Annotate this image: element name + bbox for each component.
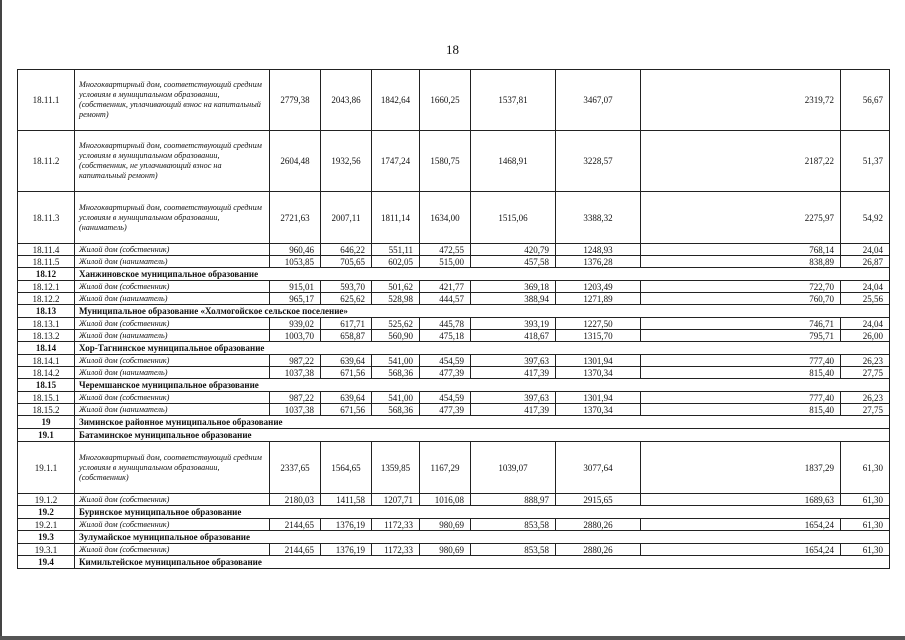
value-cell-3: 541,00 bbox=[372, 355, 420, 367]
value-cell-4: 421,77 bbox=[420, 281, 471, 293]
value-cell-1: 1037,38 bbox=[270, 404, 321, 416]
value-cell-2: 671,56 bbox=[321, 404, 372, 416]
row-code: 18.14.1 bbox=[18, 355, 75, 367]
value-cell-5: 418,67 bbox=[471, 330, 556, 342]
value-cell-4: 472,55 bbox=[420, 244, 471, 256]
section-code: 18.13 bbox=[18, 305, 75, 318]
table-row bbox=[18, 281, 890, 293]
value-cell-2: 1411,58 bbox=[321, 494, 372, 506]
value-cell-1: 2144,65 bbox=[270, 519, 321, 531]
value-cell-5: 1039,07 bbox=[471, 442, 556, 494]
value-cell-3: 568,36 bbox=[372, 367, 420, 379]
value-cell-6: 3467,07 bbox=[556, 70, 641, 131]
value-cell-8: 26,23 bbox=[841, 355, 890, 367]
value-cell-4: 454,59 bbox=[420, 355, 471, 367]
row-code: 19.1.1 bbox=[18, 442, 75, 494]
row-description: Многоквартирный дом, соответствующий средним условиям в муниципальном образовании, (собственник, не уплачивающий взнос на капитальный ремонт) bbox=[75, 131, 270, 192]
section-title: Ханжиновское муниципальное образование bbox=[75, 268, 890, 281]
value-cell-7: 777,40 bbox=[641, 392, 841, 404]
row-code: 19.1.2 bbox=[18, 494, 75, 506]
value-cell-3: 560,90 bbox=[372, 330, 420, 342]
row-code: 18.11.1 bbox=[18, 70, 75, 131]
value-cell-5: 393,19 bbox=[471, 318, 556, 330]
value-cell-6: 1301,94 bbox=[556, 392, 641, 404]
value-cell-2: 639,64 bbox=[321, 355, 372, 367]
value-cell-3: 1747,24 bbox=[372, 131, 420, 192]
row-code: 18.11.4 bbox=[18, 244, 75, 256]
table-row bbox=[18, 244, 890, 256]
value-cell-3: 525,62 bbox=[372, 318, 420, 330]
table-row bbox=[18, 318, 890, 330]
value-cell-5: 388,94 bbox=[471, 293, 556, 305]
value-cell-6: 3077,64 bbox=[556, 442, 641, 494]
table-row bbox=[18, 293, 890, 305]
value-cell-7: 760,70 bbox=[641, 293, 841, 305]
value-cell-1: 1003,70 bbox=[270, 330, 321, 342]
row-description: Жилой дом (собственник) bbox=[75, 519, 270, 531]
value-cell-2: 639,64 bbox=[321, 392, 372, 404]
value-cell-1: 2604,48 bbox=[270, 131, 321, 192]
row-description: Многоквартирный дом, соответствующий средним условиям в муниципальном образовании, (наниматель) bbox=[75, 192, 270, 244]
value-cell-3: 1842,64 bbox=[372, 70, 420, 131]
value-cell-8: 26,87 bbox=[841, 256, 890, 268]
value-cell-4: 477,39 bbox=[420, 404, 471, 416]
row-description: Жилой дом (собственник) bbox=[75, 244, 270, 256]
row-code: 19.3.1 bbox=[18, 544, 75, 556]
value-cell-7: 746,71 bbox=[641, 318, 841, 330]
value-cell-4: 1660,25 bbox=[420, 70, 471, 131]
scan-bottom-edge bbox=[0, 636, 905, 640]
value-cell-4: 477,39 bbox=[420, 367, 471, 379]
value-cell-7: 1689,63 bbox=[641, 494, 841, 506]
value-cell-2: 646,22 bbox=[321, 244, 372, 256]
value-cell-8: 56,67 bbox=[841, 70, 890, 131]
value-cell-7: 2275,97 bbox=[641, 192, 841, 244]
value-cell-3: 501,62 bbox=[372, 281, 420, 293]
value-cell-8: 61,30 bbox=[841, 442, 890, 494]
section-code: 19.4 bbox=[18, 556, 75, 569]
value-cell-1: 987,22 bbox=[270, 355, 321, 367]
table-row bbox=[18, 330, 890, 342]
section-row bbox=[18, 305, 890, 318]
value-cell-6: 1271,89 bbox=[556, 293, 641, 305]
section-code: 19.2 bbox=[18, 506, 75, 519]
value-cell-5: 417,39 bbox=[471, 367, 556, 379]
row-description: Жилой дом (наниматель) bbox=[75, 367, 270, 379]
row-code: 18.14.2 bbox=[18, 367, 75, 379]
value-cell-6: 3228,57 bbox=[556, 131, 641, 192]
value-cell-2: 1376,19 bbox=[321, 544, 372, 556]
row-description: Жилой дом (собственник) bbox=[75, 392, 270, 404]
row-description: Жилой дом (наниматель) bbox=[75, 404, 270, 416]
value-cell-8: 24,04 bbox=[841, 281, 890, 293]
table-row bbox=[18, 404, 890, 416]
value-cell-7: 768,14 bbox=[641, 244, 841, 256]
value-cell-5: 397,63 bbox=[471, 392, 556, 404]
value-cell-5: 369,18 bbox=[471, 281, 556, 293]
value-cell-2: 617,71 bbox=[321, 318, 372, 330]
row-code: 18.13.2 bbox=[18, 330, 75, 342]
row-code: 18.11.2 bbox=[18, 131, 75, 192]
table-row bbox=[18, 544, 890, 556]
value-cell-4: 1167,29 bbox=[420, 442, 471, 494]
table-row bbox=[18, 355, 890, 367]
value-cell-6: 1376,28 bbox=[556, 256, 641, 268]
value-cell-1: 960,46 bbox=[270, 244, 321, 256]
table-row bbox=[18, 131, 890, 192]
value-cell-7: 815,40 bbox=[641, 367, 841, 379]
value-cell-1: 2779,38 bbox=[270, 70, 321, 131]
row-description: Жилой дом (собственник) bbox=[75, 494, 270, 506]
row-description: Жилой дом (собственник) bbox=[75, 318, 270, 330]
value-cell-3: 541,00 bbox=[372, 392, 420, 404]
value-cell-5: 457,58 bbox=[471, 256, 556, 268]
value-cell-6: 2880,26 bbox=[556, 544, 641, 556]
section-code: 18.14 bbox=[18, 342, 75, 355]
table-body bbox=[18, 70, 890, 569]
row-description: Жилой дом (наниматель) bbox=[75, 256, 270, 268]
section-code: 19 bbox=[18, 416, 75, 429]
value-cell-6: 1315,70 bbox=[556, 330, 641, 342]
section-code: 18.12 bbox=[18, 268, 75, 281]
value-cell-1: 1037,38 bbox=[270, 367, 321, 379]
row-code: 18.12.1 bbox=[18, 281, 75, 293]
table-row bbox=[18, 70, 890, 131]
value-cell-6: 1248,93 bbox=[556, 244, 641, 256]
value-cell-1: 915,01 bbox=[270, 281, 321, 293]
section-row bbox=[18, 342, 890, 355]
value-cell-1: 987,22 bbox=[270, 392, 321, 404]
value-cell-4: 980,69 bbox=[420, 544, 471, 556]
table-row bbox=[18, 519, 890, 531]
value-cell-1: 2721,63 bbox=[270, 192, 321, 244]
value-cell-4: 475,18 bbox=[420, 330, 471, 342]
page-number: 18 bbox=[446, 42, 459, 57]
value-cell-8: 51,37 bbox=[841, 131, 890, 192]
value-cell-5: 420,79 bbox=[471, 244, 556, 256]
value-cell-2: 705,65 bbox=[321, 256, 372, 268]
value-cell-1: 2144,65 bbox=[270, 544, 321, 556]
value-cell-7: 1837,29 bbox=[641, 442, 841, 494]
value-cell-8: 54,92 bbox=[841, 192, 890, 244]
section-title: Буринское муниципальное образование bbox=[75, 506, 890, 519]
value-cell-2: 658,87 bbox=[321, 330, 372, 342]
value-cell-5: 1537,81 bbox=[471, 70, 556, 131]
value-cell-4: 1580,75 bbox=[420, 131, 471, 192]
value-cell-3: 1207,71 bbox=[372, 494, 420, 506]
section-code: 19.3 bbox=[18, 531, 75, 544]
section-row bbox=[18, 268, 890, 281]
value-cell-2: 1564,65 bbox=[321, 442, 372, 494]
value-cell-4: 980,69 bbox=[420, 519, 471, 531]
section-row bbox=[18, 556, 890, 569]
value-cell-3: 1811,14 bbox=[372, 192, 420, 244]
value-cell-1: 1053,85 bbox=[270, 256, 321, 268]
table-row bbox=[18, 256, 890, 268]
value-cell-8: 26,00 bbox=[841, 330, 890, 342]
row-code: 18.11.5 bbox=[18, 256, 75, 268]
value-cell-7: 815,40 bbox=[641, 404, 841, 416]
section-title: Черемшанское муниципальное образование bbox=[75, 379, 890, 392]
row-description: Жилой дом (собственник) bbox=[75, 544, 270, 556]
value-cell-6: 3388,32 bbox=[556, 192, 641, 244]
section-row bbox=[18, 416, 890, 429]
value-cell-5: 417,39 bbox=[471, 404, 556, 416]
value-cell-7: 795,71 bbox=[641, 330, 841, 342]
section-code: 19.1 bbox=[18, 429, 75, 442]
section-row bbox=[18, 429, 890, 442]
value-cell-1: 939,02 bbox=[270, 318, 321, 330]
value-cell-6: 1370,34 bbox=[556, 404, 641, 416]
row-code: 18.13.1 bbox=[18, 318, 75, 330]
row-description: Многоквартирный дом, соответствующий средним условиям в муниципальном образовании, (собственник, уплачивающий взнос на капитальный ремонт) bbox=[75, 70, 270, 131]
value-cell-4: 515,00 bbox=[420, 256, 471, 268]
row-description: Жилой дом (собственник) bbox=[75, 355, 270, 367]
value-cell-3: 1172,33 bbox=[372, 519, 420, 531]
value-cell-2: 2007,11 bbox=[321, 192, 372, 244]
value-cell-7: 2187,22 bbox=[641, 131, 841, 192]
value-cell-5: 853,58 bbox=[471, 544, 556, 556]
value-cell-8: 61,30 bbox=[841, 519, 890, 531]
section-row bbox=[18, 379, 890, 392]
section-row bbox=[18, 531, 890, 544]
value-cell-3: 551,11 bbox=[372, 244, 420, 256]
value-cell-8: 27,75 bbox=[841, 367, 890, 379]
value-cell-5: 1515,06 bbox=[471, 192, 556, 244]
tariff-table bbox=[17, 69, 890, 569]
value-cell-2: 2043,86 bbox=[321, 70, 372, 131]
section-title: Кимильтейское муниципальное образование bbox=[75, 556, 890, 569]
section-title: Зулумайское муниципальное образование bbox=[75, 531, 890, 544]
value-cell-2: 1376,19 bbox=[321, 519, 372, 531]
value-cell-5: 888,97 bbox=[471, 494, 556, 506]
value-cell-3: 1172,33 bbox=[372, 544, 420, 556]
row-code: 19.2.1 bbox=[18, 519, 75, 531]
section-title: Хор-Тагнинское муниципальное образование bbox=[75, 342, 890, 355]
value-cell-8: 25,56 bbox=[841, 293, 890, 305]
value-cell-7: 777,40 bbox=[641, 355, 841, 367]
row-code: 18.12.2 bbox=[18, 293, 75, 305]
table-row bbox=[18, 494, 890, 506]
value-cell-8: 61,30 bbox=[841, 494, 890, 506]
row-code: 18.15.1 bbox=[18, 392, 75, 404]
table-row bbox=[18, 392, 890, 404]
value-cell-8: 61,30 bbox=[841, 544, 890, 556]
value-cell-7: 2319,72 bbox=[641, 70, 841, 131]
value-cell-4: 454,59 bbox=[420, 392, 471, 404]
value-cell-2: 1932,56 bbox=[321, 131, 372, 192]
value-cell-7: 838,89 bbox=[641, 256, 841, 268]
value-cell-6: 2880,26 bbox=[556, 519, 641, 531]
value-cell-4: 1634,00 bbox=[420, 192, 471, 244]
value-cell-5: 853,58 bbox=[471, 519, 556, 531]
value-cell-2: 625,62 bbox=[321, 293, 372, 305]
section-code: 18.15 bbox=[18, 379, 75, 392]
value-cell-4: 445,78 bbox=[420, 318, 471, 330]
row-code: 18.15.2 bbox=[18, 404, 75, 416]
section-title: Муниципальное образование «Холмогойское сельское поселение» bbox=[75, 305, 890, 318]
value-cell-7: 1654,24 bbox=[641, 519, 841, 531]
value-cell-6: 1203,49 bbox=[556, 281, 641, 293]
table-row bbox=[18, 192, 890, 244]
section-row bbox=[18, 506, 890, 519]
table-row bbox=[18, 367, 890, 379]
value-cell-6: 2915,65 bbox=[556, 494, 641, 506]
value-cell-8: 24,04 bbox=[841, 244, 890, 256]
section-title: Батаминское муниципальное образование bbox=[75, 429, 890, 442]
value-cell-8: 27,75 bbox=[841, 404, 890, 416]
value-cell-6: 1301,94 bbox=[556, 355, 641, 367]
value-cell-1: 2337,65 bbox=[270, 442, 321, 494]
row-code: 18.11.3 bbox=[18, 192, 75, 244]
row-description: Жилой дом (наниматель) bbox=[75, 293, 270, 305]
value-cell-7: 722,70 bbox=[641, 281, 841, 293]
value-cell-7: 1654,24 bbox=[641, 544, 841, 556]
value-cell-8: 26,23 bbox=[841, 392, 890, 404]
value-cell-4: 444,57 bbox=[420, 293, 471, 305]
row-description: Жилой дом (собственник) bbox=[75, 281, 270, 293]
value-cell-6: 1227,50 bbox=[556, 318, 641, 330]
value-cell-5: 397,63 bbox=[471, 355, 556, 367]
value-cell-4: 1016,08 bbox=[420, 494, 471, 506]
section-title: Зиминское районное муниципальное образование bbox=[75, 416, 890, 429]
value-cell-5: 1468,91 bbox=[471, 131, 556, 192]
table-row bbox=[18, 442, 890, 494]
value-cell-2: 671,56 bbox=[321, 367, 372, 379]
value-cell-6: 1370,34 bbox=[556, 367, 641, 379]
value-cell-3: 528,98 bbox=[372, 293, 420, 305]
row-description: Жилой дом (наниматель) bbox=[75, 330, 270, 342]
value-cell-8: 24,04 bbox=[841, 318, 890, 330]
value-cell-3: 1359,85 bbox=[372, 442, 420, 494]
scan-left-edge bbox=[0, 0, 2, 640]
value-cell-1: 2180,03 bbox=[270, 494, 321, 506]
value-cell-3: 568,36 bbox=[372, 404, 420, 416]
value-cell-2: 593,70 bbox=[321, 281, 372, 293]
row-description: Многоквартирный дом, соответствующий средним условиям в муниципальном образовании, (собственник) bbox=[75, 442, 270, 494]
value-cell-1: 965,17 bbox=[270, 293, 321, 305]
value-cell-3: 602,05 bbox=[372, 256, 420, 268]
